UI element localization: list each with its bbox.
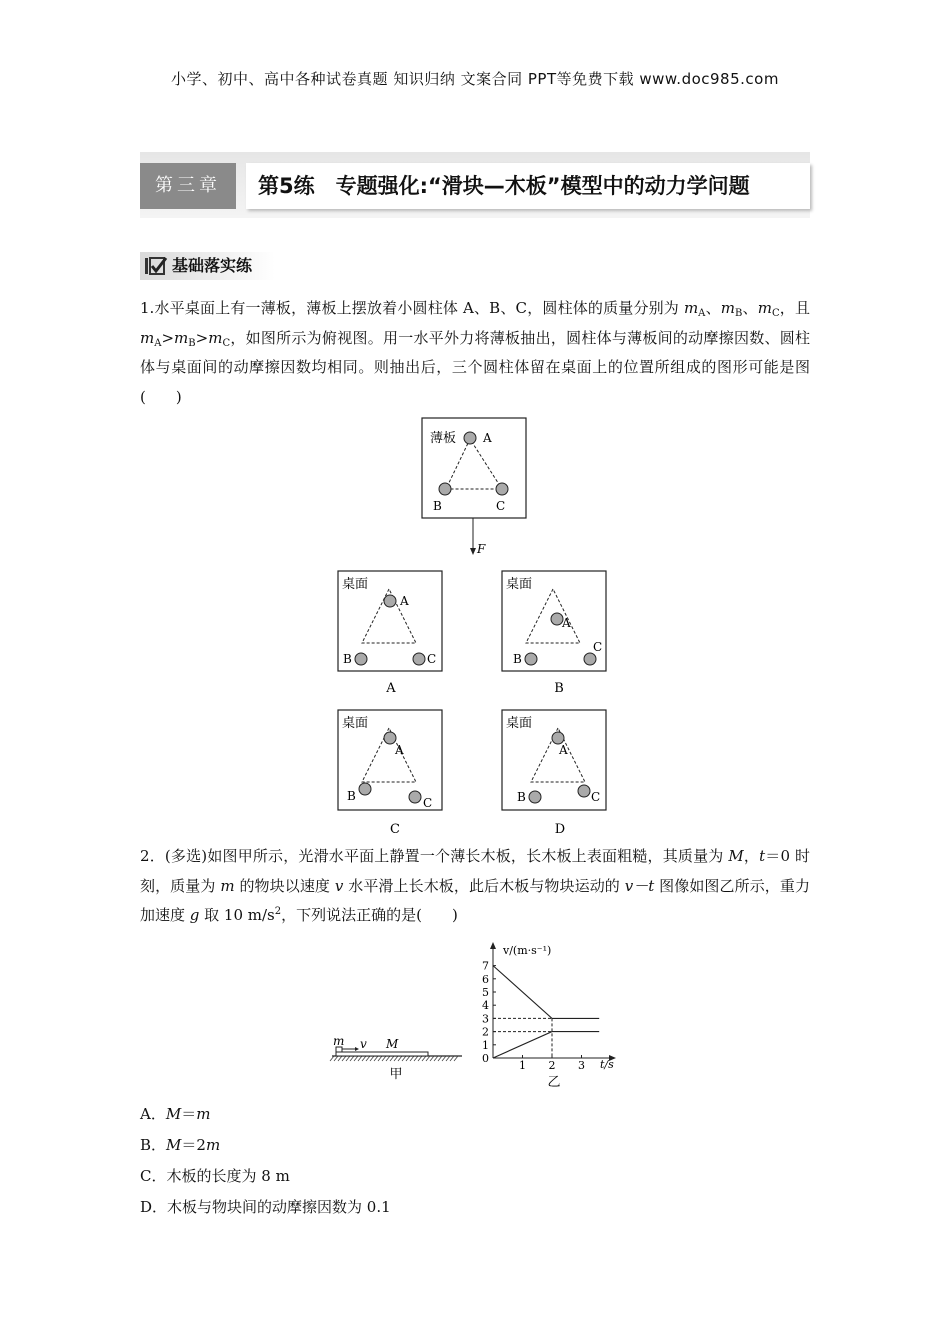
ball-b-c	[584, 653, 596, 665]
label-d-a: A	[559, 743, 568, 757]
long-board	[336, 1052, 428, 1056]
label-a-b: B	[343, 652, 352, 666]
ball-b-b	[525, 653, 537, 665]
q1-gt-1: >	[161, 328, 175, 347]
hatch-mark	[446, 1056, 450, 1061]
hatch-mark	[422, 1056, 426, 1061]
q1-ineq-a: m	[140, 328, 155, 347]
jia-v-label: v	[360, 1037, 367, 1051]
option-a-var2: m	[196, 1105, 211, 1123]
option-a-diagram	[338, 571, 442, 696]
question-2-text	[140, 842, 810, 931]
q2-comma: ，	[743, 847, 760, 865]
option-d-caption: D	[554, 822, 566, 837]
q1-sub-a: A	[698, 308, 706, 319]
q1-sub-b: B	[735, 308, 743, 319]
q2-text-5: 图像如图乙所示，重力加速度	[140, 876, 810, 924]
q1-ineq-sub-a: A	[154, 337, 162, 349]
option-b-var: M	[166, 1136, 182, 1154]
y-axis-arrowhead	[490, 942, 496, 949]
velocity-arrowhead	[355, 1047, 359, 1051]
board-label-c: C	[496, 499, 506, 513]
q1-number: 1.	[140, 299, 155, 317]
hatch-mark	[354, 1056, 358, 1061]
y-tick-label: 4	[482, 999, 489, 1013]
label-d-c: C	[591, 790, 601, 804]
board-ball-a	[464, 432, 476, 444]
hatch-mark	[382, 1056, 386, 1061]
chart-caption: 乙	[547, 1075, 561, 1090]
chapter-title-box	[246, 163, 810, 209]
hatch-mark	[438, 1056, 442, 1061]
hatch-mark	[414, 1056, 418, 1061]
q2-text-4: 水平滑上长木板，此后木板与物块运动的	[343, 876, 625, 895]
jia-caption: 甲	[389, 1067, 403, 1082]
hatch-mark	[434, 1056, 438, 1061]
hatch-mark	[430, 1056, 434, 1061]
q2-superscript: 2	[274, 906, 282, 917]
hatch-mark	[378, 1056, 382, 1061]
section-title: 基础落实练	[172, 256, 253, 275]
option-c[interactable]	[140, 1166, 290, 1186]
table-label-b: 桌面	[506, 577, 533, 592]
ball-c-c	[409, 791, 421, 803]
label-b-c: C	[593, 640, 603, 654]
option-b-post: ＝2	[181, 1136, 206, 1154]
hatch-mark	[370, 1056, 374, 1061]
hatch-mark	[398, 1056, 402, 1061]
hatch-mark	[358, 1056, 362, 1061]
hatch-mark	[390, 1056, 394, 1061]
hatch-mark	[374, 1056, 378, 1061]
y-tick-label: 7	[482, 959, 489, 973]
ground-hatch	[330, 1056, 458, 1061]
q1-mass-a: m	[683, 299, 699, 317]
q1-figure	[320, 410, 630, 840]
option-a-post: ＝	[181, 1105, 197, 1123]
q1-text-1: 水平桌面上有一薄板，薄板上摆放着小圆柱体 A、B、C，圆柱体的质量分别为	[154, 299, 684, 317]
option-d-pre: 木板与物块间的动摩擦因数为 0.1	[167, 1198, 391, 1216]
option-b-letter: B．	[140, 1136, 167, 1154]
section-head	[140, 252, 275, 280]
q1-text-3: ，如图所示为俯视图。用一水平外力将薄板抽出，圆柱体与薄板间的动摩擦因数、圆柱体与桌面间的动摩擦因数均相同。则抽出后，三个圆柱体留在桌面上的位置所组成的图形可能是图( )	[140, 328, 810, 406]
y-tick-label: 6	[482, 972, 489, 986]
option-c-letter: C．	[140, 1167, 167, 1185]
ball-a-b	[355, 653, 367, 665]
hatch-mark	[402, 1056, 406, 1061]
y-tick-label: 3	[482, 1012, 489, 1026]
x-axis-label: t/s	[600, 1058, 614, 1071]
q2-var-vt: v－t	[624, 876, 655, 895]
table-label-a: 桌面	[342, 577, 369, 592]
option-b-caption: B	[554, 681, 564, 696]
hatch-mark	[338, 1056, 342, 1061]
hatch-mark	[362, 1056, 366, 1061]
q1-ineq-b: m	[174, 328, 189, 347]
q1-sep-2: 、	[742, 299, 758, 317]
ball-c-b	[359, 783, 371, 795]
hatch-mark	[334, 1056, 338, 1061]
y-tick-label: 2	[482, 1025, 489, 1039]
label-c-a: A	[395, 743, 404, 757]
board-label-b: B	[433, 499, 442, 513]
board-ball-b	[439, 483, 451, 495]
q1-ineq-sub-b: B	[188, 337, 196, 349]
q1-sep-1: 、	[705, 299, 721, 317]
q2-text-2: ＝0 时刻，质量为	[140, 847, 810, 895]
q2-tag: (多选)	[164, 847, 208, 865]
label-a-a: A	[400, 594, 409, 608]
table-label-d: 桌面	[506, 716, 533, 731]
fig-jia	[328, 1030, 468, 1090]
hatch-mark	[386, 1056, 390, 1061]
force-label: F	[477, 542, 486, 556]
checkmark-icon	[144, 256, 168, 276]
hatch-mark	[350, 1056, 354, 1061]
q1-mass-c: m	[757, 299, 772, 317]
option-d-diagram	[502, 710, 606, 837]
question-1-text	[140, 294, 810, 412]
guides	[493, 1018, 552, 1058]
option-a-letter: A．	[140, 1105, 166, 1123]
q1-ineq-sub-c: C	[222, 337, 231, 349]
hatch-mark	[454, 1056, 458, 1061]
hatch-mark	[394, 1056, 398, 1061]
y-tick-label: 0	[482, 1052, 489, 1065]
force-arrowhead	[470, 548, 476, 555]
x-tick-label: 3	[578, 1059, 585, 1072]
hatch-mark	[346, 1056, 350, 1061]
option-a-var: M	[165, 1105, 182, 1123]
jia-M-label: M	[386, 1037, 399, 1051]
q2-var-m: m	[220, 876, 235, 895]
table-label-c: 桌面	[342, 716, 369, 731]
ball-d-b	[529, 791, 541, 803]
q2-var-v: v	[334, 876, 344, 895]
ball-a-c	[413, 653, 425, 665]
label-b-b: B	[513, 652, 522, 666]
label-d-b: B	[517, 790, 526, 804]
y-tick-label: 5	[482, 986, 489, 999]
hatch-mark	[450, 1056, 454, 1061]
q2-text-1: 如图甲所示，光滑水平面上静置一个薄长木板，长木板上表面粗糙，其质量为	[207, 847, 729, 865]
ball-a-a	[384, 595, 396, 607]
q2-var-t: t	[759, 847, 766, 865]
option-c-pre: 木板的长度为 8 m	[166, 1167, 290, 1185]
hatch-mark	[406, 1056, 410, 1061]
board-diagram	[422, 418, 526, 556]
series-line-1	[493, 1032, 599, 1058]
series	[493, 966, 599, 1058]
chapter-tag: 第三章	[140, 163, 236, 209]
option-d-letter: D．	[140, 1198, 168, 1216]
y-tick-label: 1	[482, 1038, 489, 1052]
x-tick-label: 2	[548, 1059, 556, 1072]
y-ticks	[482, 960, 496, 1065]
option-a-caption: A	[386, 681, 396, 696]
option-b-var2: m	[205, 1136, 221, 1154]
option-c-diagram	[338, 710, 442, 837]
q2-text-7: ，下列说法正确的是( )	[281, 906, 458, 924]
hatch-mark	[418, 1056, 422, 1061]
q1-text-2: ，且	[779, 299, 810, 317]
board-ball-c	[496, 483, 508, 495]
label-b-a: A	[562, 616, 571, 630]
board-label-a: A	[483, 431, 492, 445]
hatch-mark	[426, 1056, 430, 1061]
q1-sub-c: C	[771, 308, 780, 319]
hatch-mark	[330, 1056, 334, 1061]
q2-text-6: 取 10 m/s	[199, 906, 275, 924]
jia-m-label: m	[333, 1034, 345, 1048]
q1-ineq-c: m	[208, 328, 223, 347]
series-line-0	[493, 966, 599, 1019]
q2-var-g: g	[189, 906, 200, 924]
option-c-caption: C	[390, 822, 400, 837]
hatch-mark	[366, 1056, 370, 1061]
vt-chart	[470, 940, 640, 1095]
label-c-c: C	[423, 796, 433, 810]
hatch-mark	[410, 1056, 414, 1061]
option-d[interactable]	[140, 1197, 391, 1217]
watermark: 小学、初中、高中各种试卷真题 知识归纳 文案合同 PPT等免费下载 www.doc985.com	[171, 70, 779, 88]
q2-text-3: 的物块以速度	[234, 876, 335, 895]
q1-mass-b: m	[720, 299, 735, 317]
hatch-mark	[342, 1056, 346, 1061]
y-axis-label: v/(m·s⁻¹)	[503, 944, 552, 957]
ball-d-c	[578, 785, 590, 797]
label-a-c: C	[427, 652, 437, 666]
chapter-title: 第5练 专题强化:“滑块—木板”模型中的动力学问题	[258, 174, 750, 198]
label-c-b: B	[347, 789, 356, 803]
q2-var-M: M	[728, 847, 744, 865]
board-triangle	[446, 439, 502, 489]
q1-gt-2: >	[195, 328, 209, 347]
board-label: 薄板	[430, 431, 457, 446]
q2-number: 2．	[140, 847, 165, 865]
x-tick-label: 1	[519, 1059, 526, 1072]
hatch-mark	[442, 1056, 446, 1061]
option-a[interactable]	[140, 1104, 210, 1124]
option-b[interactable]	[140, 1135, 220, 1155]
option-b-diagram	[502, 571, 606, 696]
